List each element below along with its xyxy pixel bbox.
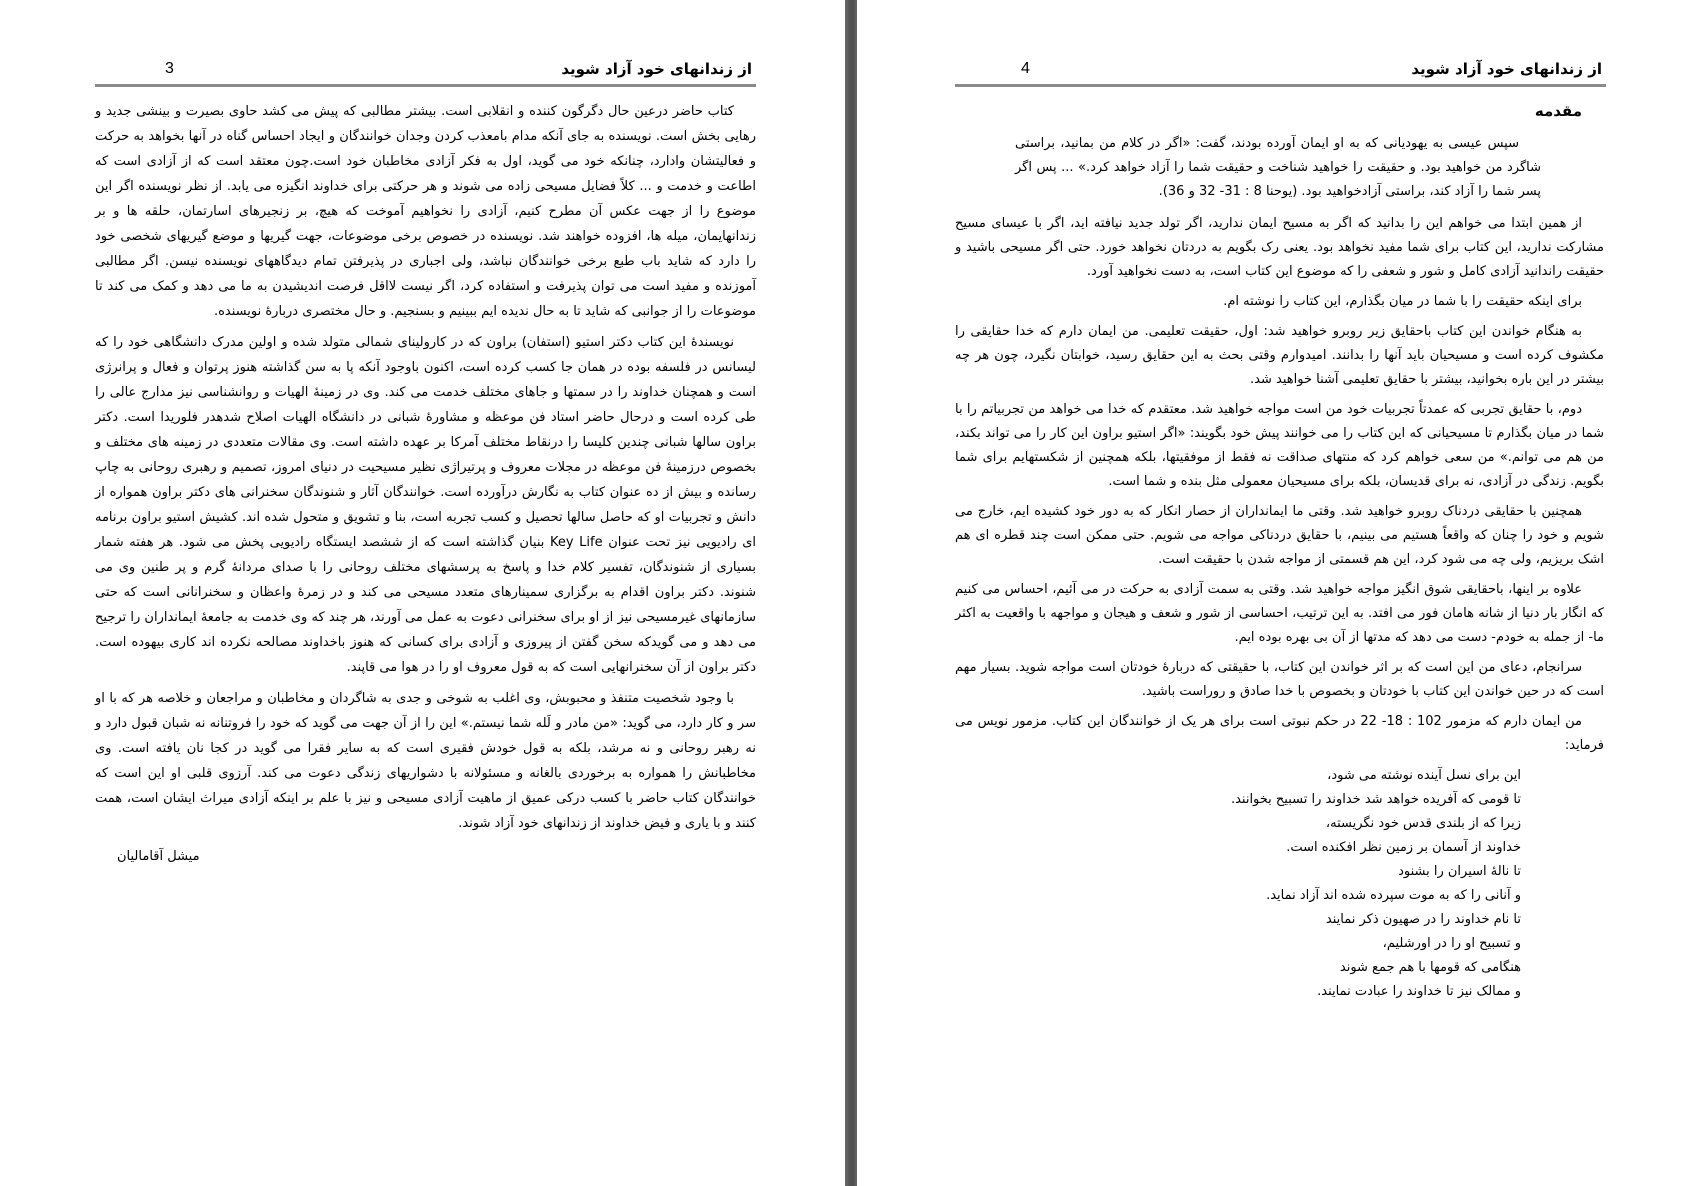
scripture-quote: سپس عیسی به یهودیانی که به او ایمان آورده بودند، گفت: «اگر در کلام من بمانید، براستی شاگرد من خواهید بود. و حقیقت را خواهید شناخت و حقیقت شما را آزاد خواهد کرد.» ... پس اگر پسر شما را آزاد کند، براستی آزادخواهید بود. (یوحنا 8 : 31- 32 و 36). [1015,136,1541,199]
poem-line: و تسبیح او را در اورشلیم، [1382,936,1521,951]
poem-line: تا نالۀ اسیران را بشنود [1398,864,1521,879]
document-page-right [857,0,1693,1186]
body-paragraph: دوم، با حقایق تجربی که عمدتاً تجربیات خود من است مواجه خواهید شد. معتقدم که خدا می خواهد من تجربیاتم را با شما در میان بگذارم تا مسیحیانی که این کتاب را می خوانند پیش خود بگویند: «اگر استیو براون این کار را می تواند بکند، من هم می توانم.» من سعی خواهم کرد که منتهای صداقت نه فقط از موفقیتها، بلکه همچنین از شکستهایم برای شما بگویم. زندگی در آزادی، نه برای قدیسان، بلکه برای مسیحیان معمولی مثل بنده و شما است. [955,402,1604,489]
running-header-title: از زندانهای خود آزاد شوید [1411,60,1602,78]
body-paragraph: به هنگام خواندن این کتاب باحقایق زیر روبرو خواهید شد: اول، حقیقت تعلیمی. من ایمان دارم که خدا حقایقی را مکشوف کرده است و مسیحیان باید آنها را بدانند. امیدوارم وقتی بحث به این حقایق رسید، خوابتان نگیرد، چون هر چه بیشتر در این باره بخوانید، بیشتر با حقایق تعلیمی آشنا خواهید شد. [955,324,1604,387]
page-body [95,99,756,869]
body-paragraph: کتاب حاضر درعین حال دگرگون کننده و انقلابی است. بیشتر مطالبی که پیش می کشد حاوی بصیرت و بینشی جدید و رهایی بخش است. نویسنده به جای آنکه مدام بامعذب کردن وجدان خوانندگان و ایجاد احساس گناه در آنها بخواهد به حرکت و فعالیتشان وادارد، چنانکه خود می گوید، اول به فکر آزادی مخاطبان خود است.چون معتقد است که از آزادی است که اطاعت و خدمت و ... کلاً فضایل مسیحی زاده می شوند و هر حرکتی برای خداوند انگیزه می یابد. از نظر نویسنده اگر این موضوع را از جهت عکس آن مطرح کنیم، آزادی را نخواهیم آموخت که هیچ، بر زنجیرهای اسارتمان، حلقه ها و بر زندانهایمان، میله ها، افزوده خواهند شد. نویسنده در خصوص برخی موضوعات، جهت گیریها و موضع گیریهای شخصی خود را دارد که شاید باب طبع برخی خوانندگان نباشد، ولی اجباری در پذیرفتن تمام دیدگاههای نویسنده نیسن. اگر مطالبی آموزنده و مفید است می توان پذیرفت و استفاده کرد، اگر نیست لااقل فرصت اندیشیدن به ما می دهد و کمک می کند تا موضوعات را از جوانبی که شاید تا به حال ندیده ایم ببینیم و بسنجیم. و حال مختصری دربارۀ نویسنده. [95,104,756,319]
running-header [955,50,1606,87]
signature: میشل آقامالیان [117,849,200,864]
poem-line: این برای نسل آینده نوشته می شود، [1327,768,1521,783]
poem-line: خداوند از آسمان بر زمین نظر افکنده است. [1286,840,1521,855]
page-number: 4 [1021,60,1030,77]
body-paragraph: همچنین با حقایقی دردناک روبرو خواهید شد. وقتی ما ایمانداران از حصار انکار که به دور خود کشیده ایم، خارج می شویم و خود را چنان که واقعاً هستیم می بینیم، با حقایق دردناکی مواجه می شویم. حتی ممکن است چند قطره ای هم اشک بریزیم، ولی چه می شود کرد، این هم قسمتی از مواجه شدن با حقیقت است. [955,504,1604,567]
body-paragraph: برای اینکه حقیقت را با شما در میان بگذارم، این کتاب را نوشته ام. [1223,294,1582,309]
body-paragraph: علاوه بر اینها، باحقایقی شوق انگیز مواجه خواهید شد. وقتی به سمت آزادی به حرکت در می آئیم، احساس می کنیم که انگار بار دنیا از شانه هامان فور می افتد. به این ترتیب، احساسی از شور و شعف و هیجان و مواجهه با واقعیت به اکثر ما- از جمله به خودم- دست می دهد که مدتها از آن بی بهره بوده ایم. [955,582,1604,645]
poem-line: و آنانی را که به موت سپرده شده اند آزاد نماید. [1266,888,1521,903]
poem-line: هنگامی که قومها با هم جمع شوند [1339,960,1521,975]
document-page-left [0,0,845,1186]
body-paragraph: از همین ابتدا می خواهم این را بدانید که اگر به مسیح ایمان ندارید، اگر تولد جدید نیافته اید، اگر با عیسای مسیح مشارکت ندارید، این کتاب برای شما مفید نخواهد بود. یعنی رک بگویم به دردتان نخواهد خورد. حتی اگر مسیحی باشید و حقیقت راندانید آزادی کامل و شور و شعفی را که موضوع این کتاب است، به دست نخواهید آورد. [955,216,1604,279]
poem-line: تا قومی که آفریده خواهد شد خداوند را تسبیح بخوانند. [1230,792,1521,807]
running-header-title: از زندانهای خود آزاد شوید [561,60,752,78]
page-gutter-divider [845,0,857,1186]
poem-line: تا نام خداوند را در صهیون ذکر نمایند [1325,912,1521,927]
body-paragraph: من ایمان دارم که مزمور 102 : 18- 22 در حکم نبوتی است برای هر یک از خوانندگان این کتاب. مزمور نویس می فرماید: [955,714,1604,753]
page-number: 3 [165,60,174,77]
poem-line: و ممالک نیز تا خداوند را عبادت نمایند. [1317,984,1521,999]
page-body [955,98,1604,1004]
body-paragraph: سرانجام، دعای من این است که بر اثر خواندن این کتاب، با حقیقتی که دربارۀ خودتان است مواجه شوید. بسیار مهم است که در حین خواندن این کتاب با خودتان و بخصوص با خدا صادق و روراست باشید. [955,660,1604,699]
poem-line: زیرا که از بلندی قدس خود نگریسته، [1325,816,1521,831]
running-header [95,50,756,87]
psalm-poem [955,764,1604,1004]
section-heading: مقدمه [1534,102,1582,120]
body-paragraph: نویسندۀ این کتاب دکتر استیو (استفان) براون که در کارولینای شمالی متولد شده و اولین مدرک دانشگاهی خود را که لیسانس در فلسفه بوده در همان جا کسب کرده است، اکنون باوجود آنکه پا به سن گذاشته هنوز پرتوان و فعال و پرانرژی است و همچنان خداوند را در سمتها و جاهای مختلف خدمت می کند. وی در زمینۀ الهیات و روانشناسی نیز مدارج عالی را طی کرده است و درحال حاضر استاد فن موعظه و مشاورۀ شبانی در دانشگاه الهیات اصلاح شدهدر فلوریدا است. دکتر براون سالها شبانی چندین کلیسا را درنقاط مختلف آمرکا بر عهده داشته است. وی مقالات متعددی در زمینه های مختلف و بخصوص درزمینۀ فن موعظه در مجلات معروف و پرتیراژی نظیر مسیحیت در دنیای امروز، تصمیم و رهبری روحانی به چاپ رسانده و بیش از ده عنوان کتاب به نگارش درآورده است. خوانندگان آثار و شنوندگان سخنرانی های دکتر براون همواره از دانش و تجربیات او که حاصل سالها تحصیل و کسب تجربه است، بنا و تشویق و متحول شده اند. کشیش استیو براون برنامه ای رادیویی نیز تحت عنوان Key Life بنیان گذاشته است که از ششصد ایستگاه رادیویی پخش می شود. هر هفته شمار بسیاری از شنوندگان، تفسیر کلام خدا و پاسخ به پرسشهای مختلف روحانی را با صدای مردانۀ گرم و پر طنین وی می شنوند. دکتر براون اقدام به برگزاری سمینارهای متعدد مسیحی می کند و در زمرۀ واعظان و سخنرانانی است که حتی سازمانهای غیرمسیحی نیز از او برای سخنرانی دعوت به عمل می آورند، هر چند که وی خدمت به جامعۀ ایمانداران را ترجیح می دهد و می گویدکه سخن گفتن از پیروزی و آزادی برای کسانی که هنوز باخداوند مصالحه نکرده اند کاری بیهوده است. دکتر براون از آن سخنرانهایی است که به قول معروف او را در هوا می قاپند. [95,335,757,675]
body-paragraph: با وجود شخصیت متنفذ و محبوبش، وی اغلب به شوخی و جدی به شاگردان و مخاطبان و مراجعان و خلاصه هر که با او سر و کار دارد، می گوید: «من مادر و لَله شما نیستم.» این را از آن جهت می گوید که خود را فروتنانه نه شبان قبول دارد و نه رهبر روحانی و نه مرشد، بلکه به قول خودش فقیری است که به سایر فقرا می گوید در کجا نان یافته است. وی مخاطبانش را همواره به برخوردی بالغانه و مسئولانه با دشواریهای زندگی دعوت می کند. آرزوی قلبی او این است که خوانندگان کتاب حاضر با کسب درکی عمیق از ماهیت آزادی مسیحی و نیز با علم بر اینکه آزادی میراث ایشان است، همت کنند و با یاری و فیض خداوند از زندانهای خود آزاد شوند. [95,691,756,831]
